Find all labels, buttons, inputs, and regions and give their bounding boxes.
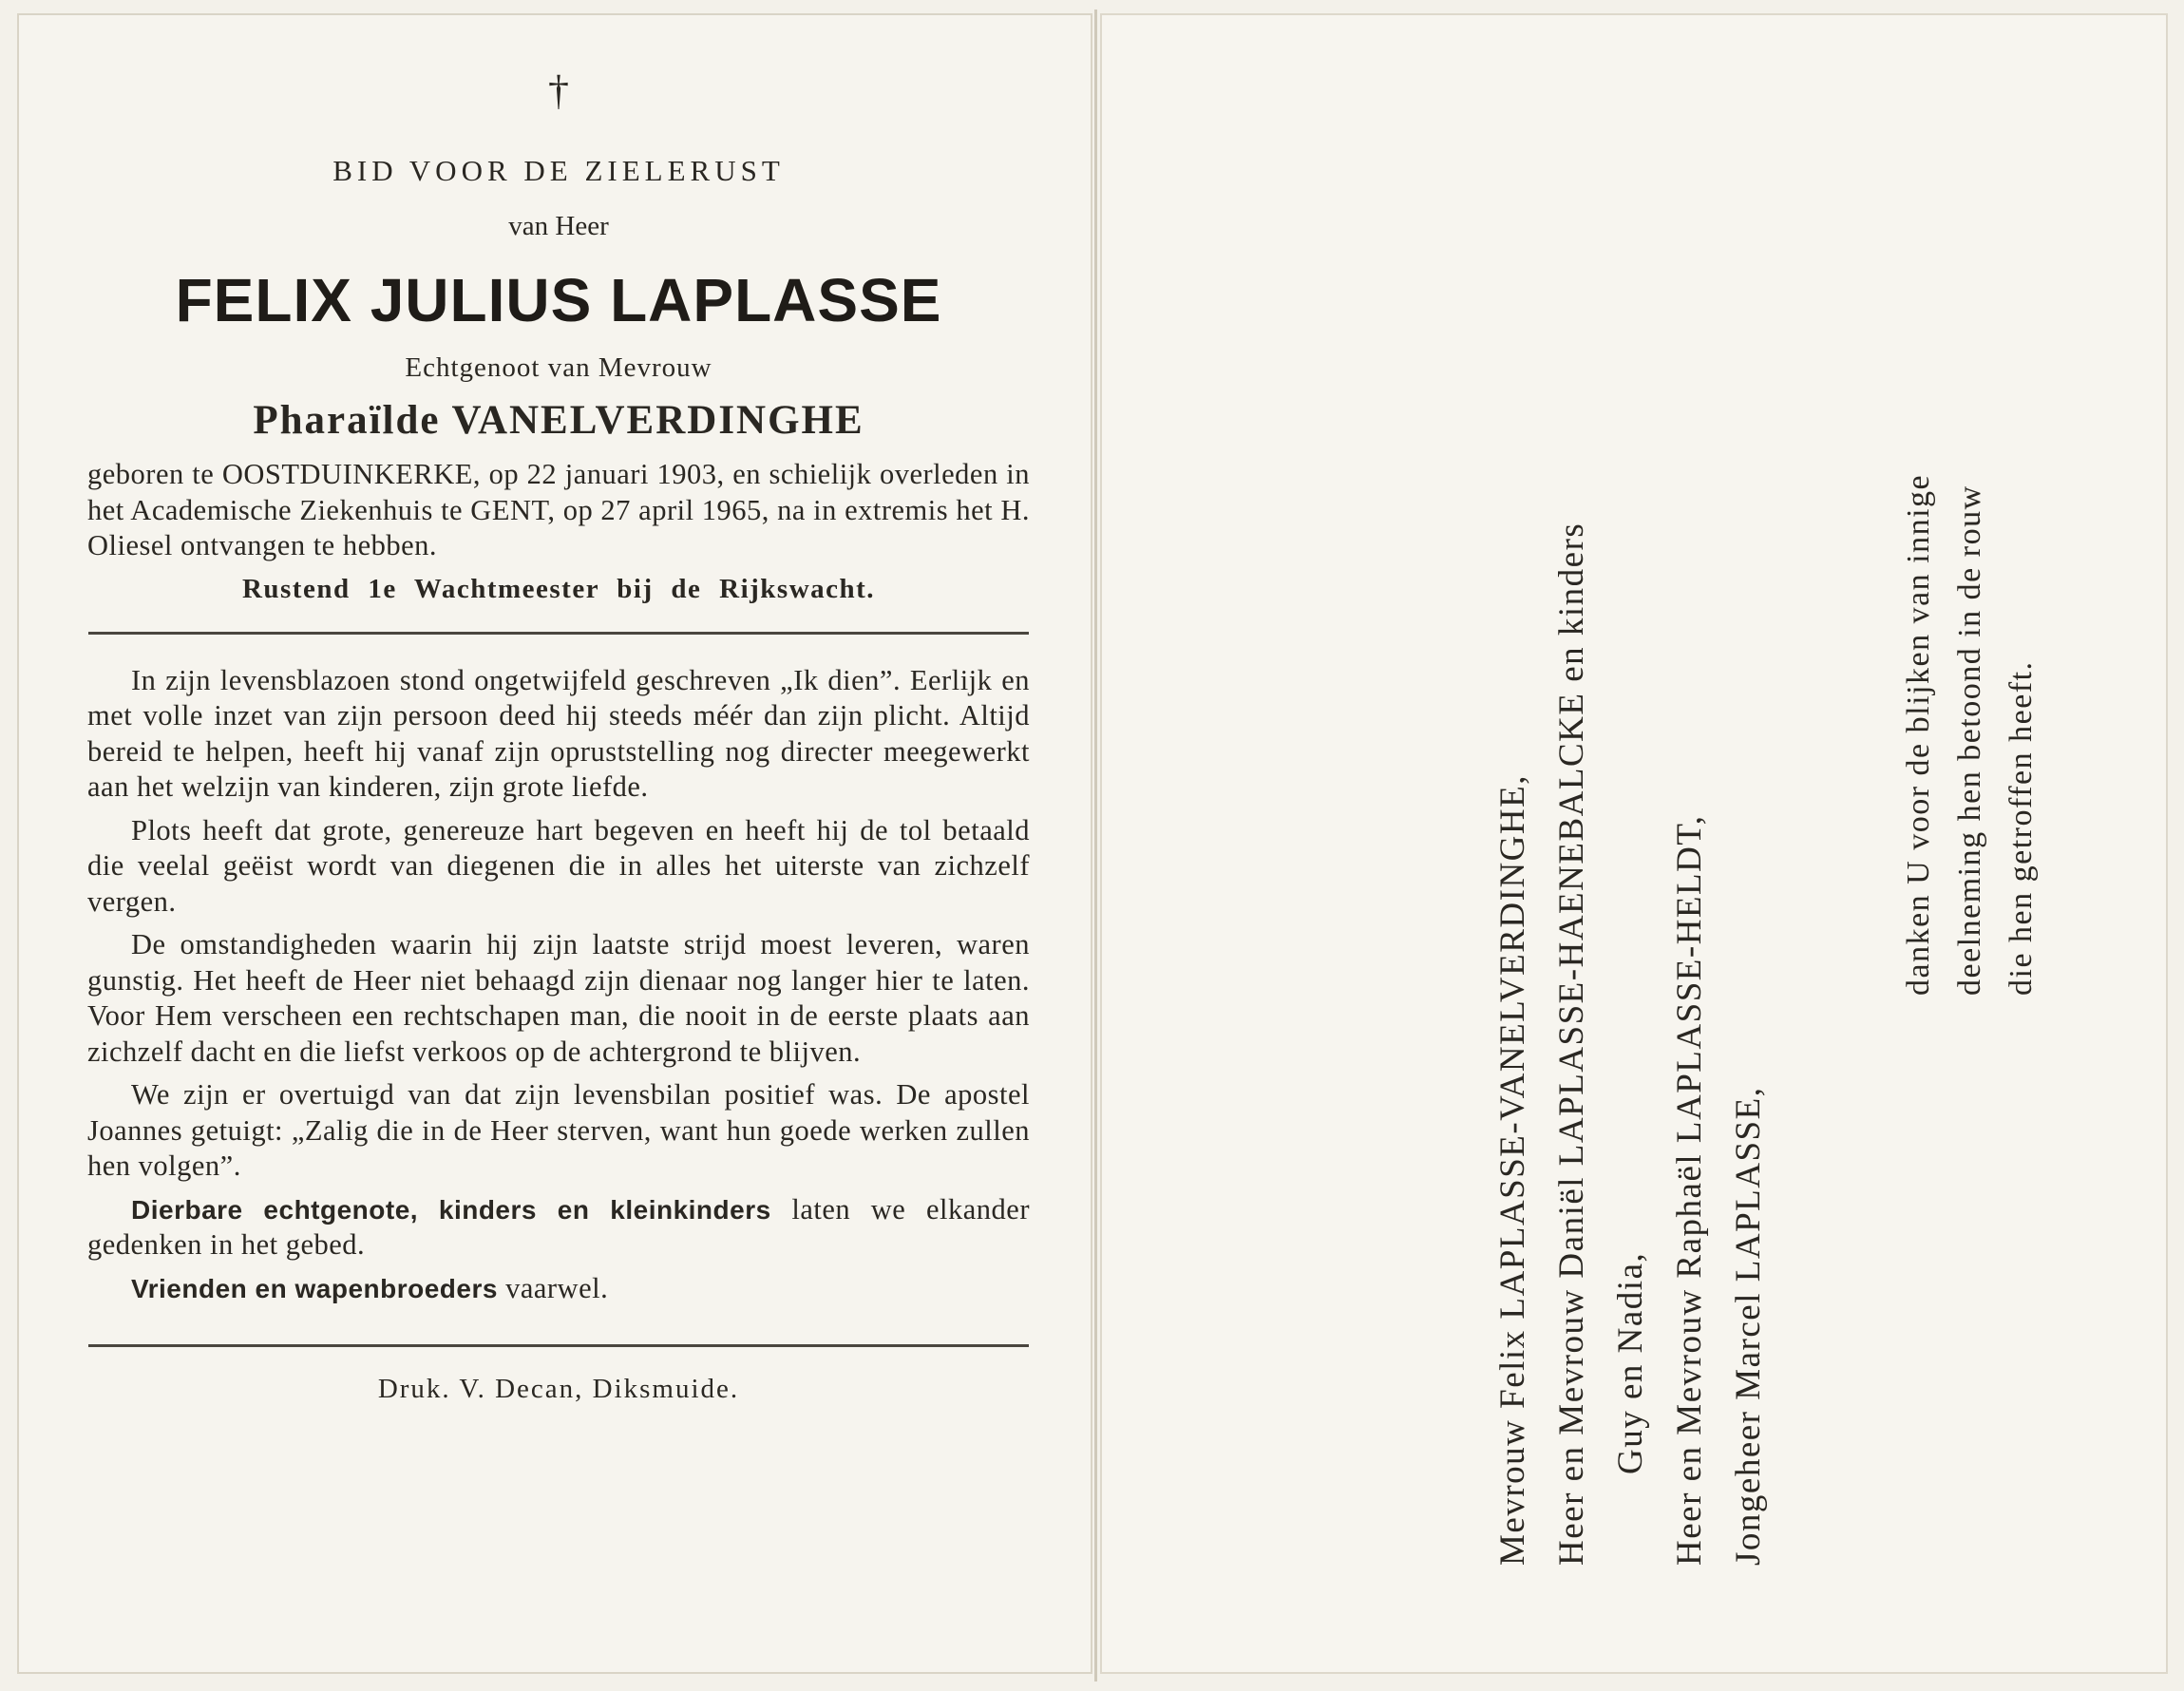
left-content — [87, 63, 1030, 1405]
paragraph-4: We zijn er overtuigd van dat zijn levensbilan positief was. De apostel Joannes getuigt: „Zalig die in de Heer sterven, want hun goede werken zullen hen volgen”. — [87, 1078, 1030, 1182]
cross-icon: † — [548, 67, 569, 114]
family-names — [1484, 522, 1778, 1566]
thanks-text — [1893, 474, 2047, 996]
closing-2 — [87, 1271, 1030, 1307]
closing-1-rest: laten we elkander gedenken in het gebed. — [87, 1192, 1030, 1261]
spouse-name: Pharaïlde VANELVERDINGHE — [253, 398, 864, 443]
family-line: Heer en Mevrouw Daniël LAPLASSE-HAENEBALCKE en kinders — [1552, 522, 1591, 1566]
spouse-intro: Echtgenoot van Mevrouw — [405, 352, 712, 383]
birth-death-text: geboren te OOSTDUINKERKE, op 22 januari 1903, en schielijk overleden in het Academische Ziekenhuis te GENT, op 27 april 1965, na in extremis het H. Oliesel ontvangen te hebben. — [87, 458, 1030, 561]
closing-1 — [87, 1192, 1030, 1264]
family-line: Heer en Mevrouw Raphaël LAPLASSE-HELDT, — [1670, 814, 1709, 1566]
card-fold — [1094, 10, 1097, 1682]
closing-2-bold: Vrienden en wapenbroeders — [131, 1273, 498, 1303]
paragraph-2: Plots heeft dat grote, genereuze hart begeven en heeft hij de tol betaald die veelal geëist wordt van diegenen die in alles het uiterste van zichzelf vergen. — [87, 813, 1030, 918]
paragraph-1: In zijn levensblazoen stond ongetwijfeld geschreven „Ik dien”. Eerlijk en met volle inzet van zijn persoon deed hij steeds méér dan zijn plicht. Altijd bereid te helpen, heeft hij vanaf zijn opruststelling nog directer meegewerkt aan het welzijn van kinderen, zijn grote liefde. — [87, 663, 1030, 803]
thanks-line: danken U voor de blijken van innige — [1901, 473, 1936, 996]
family-line: Mevrouw Felix LAPLASSE-VANELVERDINGHE, — [1493, 774, 1532, 1566]
van-heer-label: van Heer — [508, 211, 609, 241]
family-line: Guy en Nadia, — [1611, 1251, 1650, 1474]
family-line: Jongeheer Marcel LAPLASSE, — [1729, 1086, 1768, 1566]
thanks-line: die hen getroffen heeft. — [2004, 660, 2039, 996]
prayer-heading: BID VOOR DE ZIELERUST — [332, 154, 785, 187]
closing-2-rest: vaarwel. — [497, 1271, 609, 1304]
thanks-line: deelneming hen betoond in de rouw — [1952, 484, 1987, 996]
printer-credit: Druk. V. Decan, Diksmuide. — [377, 1374, 740, 1404]
left-panel — [17, 13, 1092, 1674]
paragraph-3: De omstandigheden waarin hij zijn laatste strijd moest leveren, waren gunstig. Het heeft de Heer niet behaagd zijn dienaar nog langer hier te laten. Voor Hem verscheen een rechtschapen man, die nooit in de eerste plaats aan zichzelf dacht en die liefst verkoos op de achtergrond te blijven. — [87, 928, 1030, 1068]
divider-top — [88, 632, 1029, 635]
divider-bottom — [88, 1344, 1029, 1347]
closing-1-bold: Dierbare echtgenote, kinders en kleinkinders — [131, 1194, 771, 1225]
deceased-name: FELIX JULIUS LAPLASSE — [175, 266, 942, 334]
rank-text: Rustend 1e Wachtmeester bij de Rijkswacht. — [241, 573, 876, 604]
